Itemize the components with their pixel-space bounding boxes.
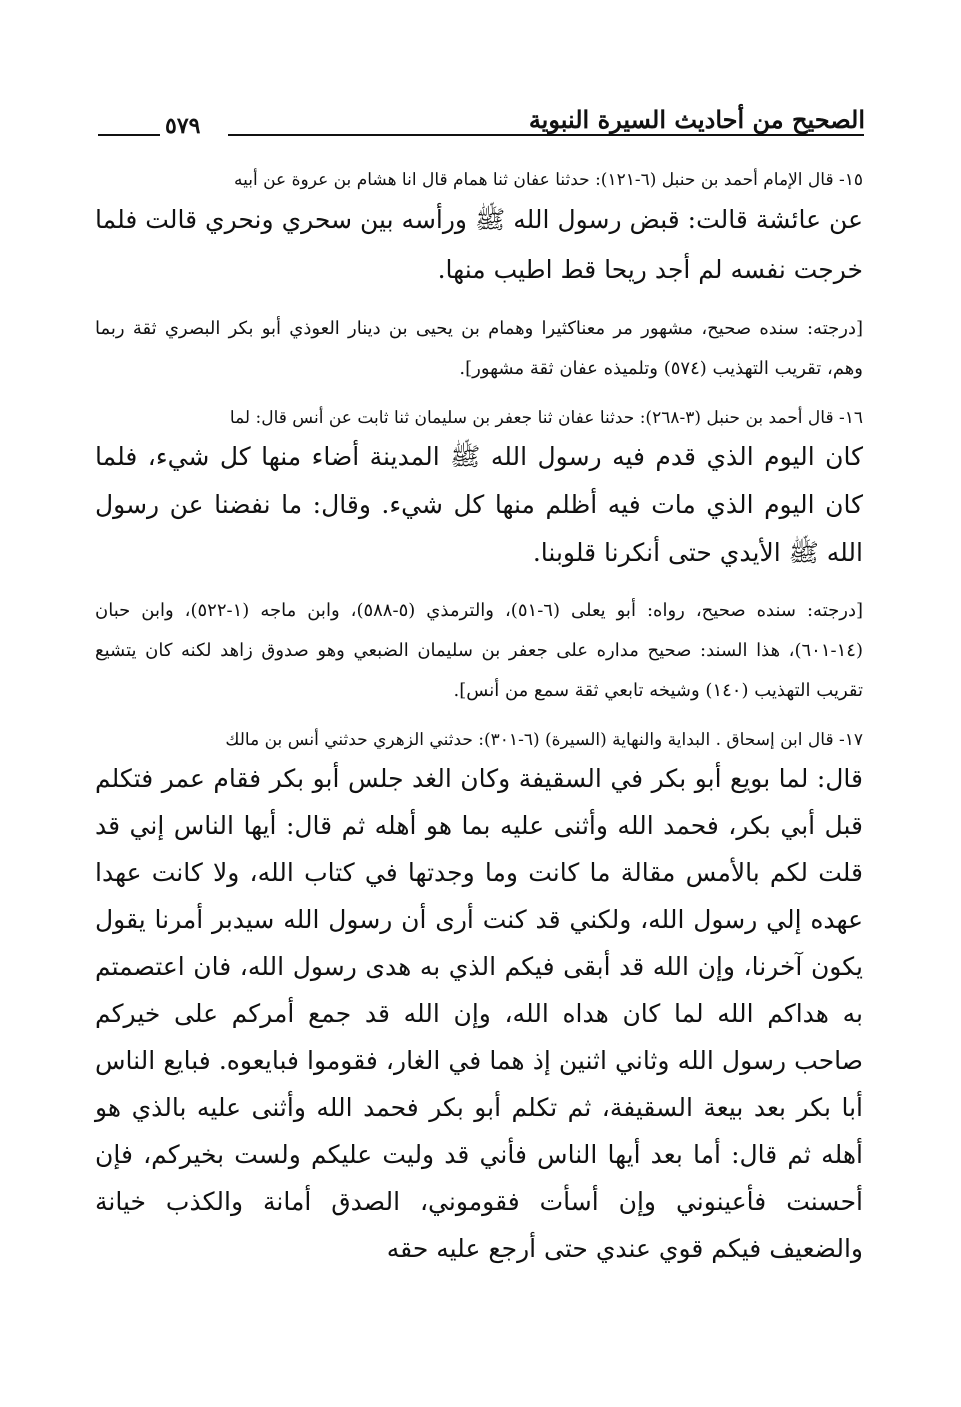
hadith-15 [95,165,863,295]
hadith-17-text: قال: لما بويع أبو بكر في السقيفة وكان الغد جلس أبو بكر فقام عمر فتكلم قبل أبي بكر، فحمد الله وأثنى عليه بما هو أهله ثم قال: أيها الناس إني قد قلت لكم بالأمس مقالة ما كانت وما وجدتها في كتاب الله، ولا كانت عهدا عهده إلي رسول الله، ولكني قد كنت أرى أن رسول الله سيدبر أمرنا يقول يكون آخرنا، وإن الله قد أبقى فيكم الذي به هدى رسول الله، فان اعتصمتم به هداكم الله لما كان هداه الله، وإن الله قد جمع أمركم على خيركم صاحب رسول الله وثاني اثنين إذ هما في الغار، فقوموا فبايعوه. فبايع الناس أبا بكر بعد بيعة السقيفة، ثم تكلم أبو بكر فحمد الله وأثنى عليه بالذي هو أهله ثم قال: أما بعد أيها الناس فأني قد وليت عليكم ولست بخيركم، فإن أحسنت فأعينوني وإن أسأت فقوموني، الصدق أمانة والكذب خيانة والضعيف فيكم قوي عندي حتى أرجع عليه حقه [95,764,863,1263]
header-rule-right [228,134,864,136]
header-rule-left [98,134,160,136]
hadith-15-isnad: ١٥- قال الإمام أحمد بن حنبل (٦-١٢١): حدثنا عفان ثنا همام قال انا هشام بن عروة عن أبيه [233,170,863,190]
hadith-16-grading: [درجته: سنده صحيح، رواه: أبو يعلى (٦-٥١)، والترمذي (٥-٥٨٨)، وابن ماجه (١-٥٢٢)، وابن حبان (١٤-٦٠١)، هذا السند: صحيح مداره على جعفر بن سليمان الضبعي وهو صدوق زاهد لكنه كان يتشيع تقريب التهذيب (١٤٠) وشيخه تابعي ثقة سمع من أنس]. [95,600,863,701]
page-number: ٥٧٩ [165,113,201,139]
running-title: الصحيح من أحاديث السيرة النبوية [528,105,865,134]
hadith-15-text: عن عائشة قالت: قبض رسول الله ﷺ ورأسه بين سحري ونحري قالت فلما خرجت نفسه لم أجد ريحا قط اطيب منها. [95,205,863,284]
hadith-16 [95,403,863,577]
hadith-15-grading: [درجته: سنده صحيح، مشهور مر معناكثيرا وهمام بن يحيى بن دينار العوذي أبو بكر البصري ثقة ربما وهم، تقريب التهذيب (٥٧٤) وتلميذه عفان ثقة مشهور]. [95,318,863,379]
hadith-17 [95,725,863,1272]
hadith-16-isnad: ١٦- قال أحمد بن حنبل (٣-٢٦٨): حدثنا عفان ثنا جعفر بن سليمان ثنا ثابت عن أنس قال: لما [229,408,863,428]
hadith-17-isnad: ١٧- قال ابن إسحاق . البداية والنهاية (السيرة) (٦-٣٠١): حدثني الزهري حدثني أنس بن مالك [225,730,863,750]
page-header [95,105,865,145]
page-body [95,165,863,1286]
hadith-16-text: كان اليوم الذي قدم فيه رسول الله ﷺ المدينة أضاء منها كل شيء، فلما كان اليوم الذي مات فيه أظلم منها كل شيء. وقال: ما نفضنا عن رسول الله ﷺ الأيدي حتى أنكرنا قلوبنا. [95,442,863,567]
